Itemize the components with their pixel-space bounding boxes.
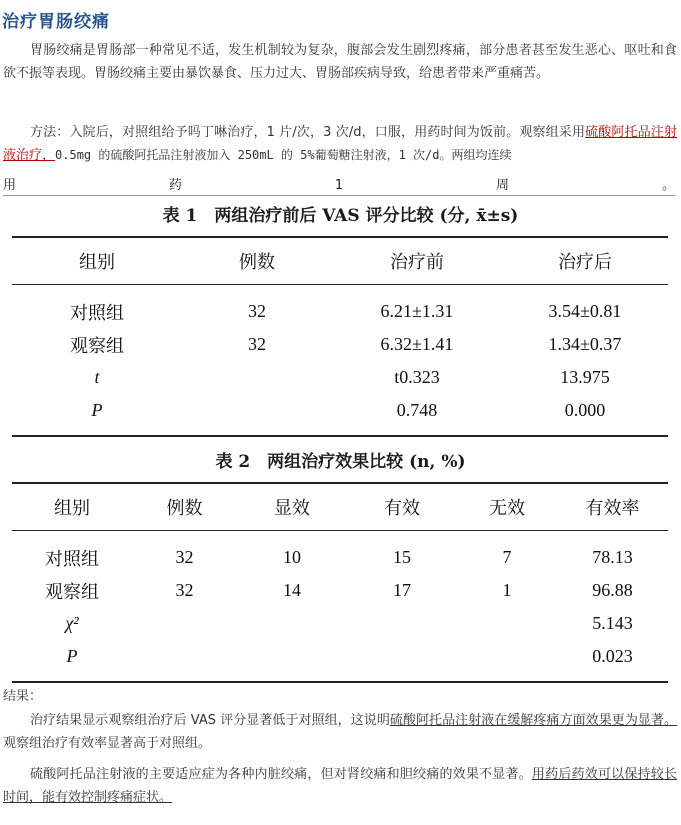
table-cell: 1.34±0.37 [548,334,622,354]
method-paragraph [3,121,677,167]
spread-char: 。 [661,178,675,193]
table1-vas-scores [12,236,668,437]
table-header-cell: 例数 [182,237,332,285]
table-cell [457,607,557,640]
table-header-cell: 治疗前 [332,237,502,285]
table2-title: 表 2 两组治疗效果比较 (n, %) [215,452,466,472]
table-cell: 0.023 [557,640,668,682]
table-cell [347,640,457,682]
table-row [12,607,668,640]
table1-title: 表 1 两组治疗前后 VAS 评分比较 (分, x̄±s) [162,206,519,226]
table-header-cell: 治疗后 [502,237,668,285]
table-cell [237,640,347,682]
result-underlined-text: 硫酸阿托品注射液在缓解疼痛方面效果更为显著。 [389,713,677,728]
table-cell: χ² [65,613,79,633]
result-text: 观察组治疗有效率显著高于对照组。 [3,736,212,751]
table-cell [132,640,237,682]
table-cell: t0.323 [394,367,440,387]
spread-char: 药 [168,178,182,193]
method-last-line [3,177,675,196]
table-row [12,361,668,394]
table-header-cell: 组别 [12,483,132,531]
table-header-cell: 有效 [347,483,457,531]
table-cell [182,394,332,436]
table-cell [457,640,557,682]
table-cell: P [12,394,182,436]
table-header-row [12,483,668,531]
result-text: 硫酸阿托品注射液的主要适应症为各种内脏绞痛，但对肾绞痛和胆绞痛的效果不显著。 [30,767,532,782]
table-header-cell: 组别 [12,237,182,285]
table-header-cell: 显效 [237,483,347,531]
table-row [12,531,668,575]
table-cell [237,607,347,640]
table-cell [347,607,457,640]
table-header-row [12,237,668,285]
method-dosage-text: 0.5mg 的硫酸阿托品注射液加入 250mL 的 5%葡萄糖注射液，1 次/d。两组均连续 [55,148,512,162]
table-cell: 32 [248,301,266,321]
table-cell: 0.000 [502,394,668,436]
table-row [12,574,668,607]
table-header-cell: 有效率 [557,483,668,531]
table2-treatment-effect [12,482,668,683]
table-cell [182,361,332,394]
table-row [12,328,668,361]
spread-char: 周 [496,178,510,193]
table-cell: 对照组 [70,302,124,323]
drug-link[interactable]: 硫酸阿托品注射液治疗， [3,125,677,163]
table-cell: 5.143 [592,613,633,633]
table-row [12,394,668,436]
table-cell: 14 [283,580,301,600]
table-cell: 32 [248,334,266,354]
table-cell: 10 [283,547,301,567]
table-cell: P [12,640,132,682]
table-cell: 78.13 [592,547,633,567]
table-row [12,640,668,682]
section-heading: 治疗胃肠绞痛 [2,12,110,32]
table-cell: 96.88 [592,580,633,600]
table-cell: 1 [502,580,512,600]
table-cell: 观察组 [70,335,124,356]
table-cell: 0.748 [332,394,502,436]
table-cell: 6.32±1.41 [380,334,454,354]
result-text: 治疗结果显示观察组治疗后 VAS 评分显著低于对照组，这说明 [30,713,390,728]
table-cell: t [94,367,100,387]
intro-paragraph: 胃肠绞痛是胃肠部一种常见不适，发生机制较为复杂，腹部会发生剧烈疼痛，部分患者甚至发生恶心、呕吐和食欲不振等表现。胃肠绞痛主要由暴饮暴食、压力过大、胃肠部疾病导致，给患者带来严重痛苦。 [3,43,677,81]
table-cell: 7 [502,547,512,567]
table-cell [132,607,237,640]
table-cell: 15 [393,547,411,567]
method-text: 方法：入院后，对照组给予吗丁啉治疗，1 片/次，3 次/d，口服，用药时间为饭前。观察组采用 [30,125,586,140]
table-cell: 6.21±1.31 [380,301,454,321]
table-cell: 17 [393,580,411,600]
result-label: 结果： [3,689,43,704]
table-cell: 对照组 [45,548,99,569]
result-underlined-text: 用药后药效可以保持较长时间，能有效控制疼痛症状。 [3,767,677,805]
table-row [12,285,668,329]
table-cell: 32 [175,547,194,567]
table-cell: 观察组 [45,581,99,602]
table-cell: 32 [175,580,194,600]
spread-char: 1 [334,178,344,193]
result-paragraph-1 [3,709,677,755]
table-header-cell: 例数 [132,483,237,531]
result-paragraph-2 [3,763,677,809]
table-cell: 13.975 [560,367,610,387]
spread-char: 用 [3,178,17,193]
table-cell: 3.54±0.81 [548,301,622,321]
table-header-cell: 无效 [457,483,557,531]
